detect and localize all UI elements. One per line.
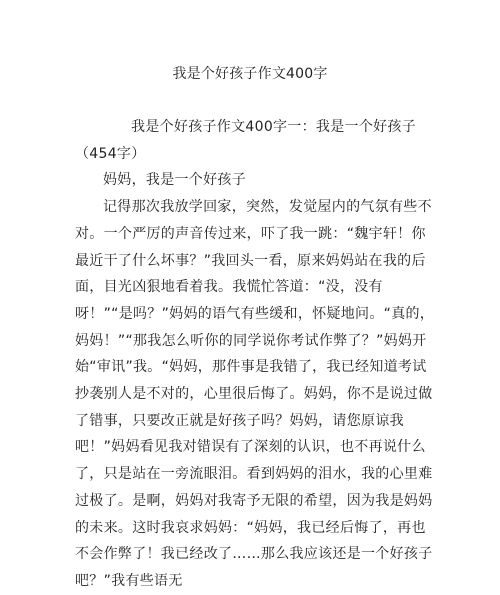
article-subtitle: 我是个好孩子作文400字一：我是一个好孩子（454字） <box>75 119 417 162</box>
paragraph-heading: 妈妈，我是一个好孩子 <box>103 172 246 189</box>
article-body <box>75 114 435 595</box>
paragraph-body: 记得那次我放学回家，突然，发觉屋内的气氛有些不对。一个严厉的声音传过来，吓了我一跳：“魏宇轩！你最近干了什么坏事？”我回头一看，原来妈妈站在我的后面，目光凶狠地看着我。我慌忙答道：“没，没有呀！”“是吗？”妈妈的语气有些缓和，怀疑地问。“真的，妈妈！”“那我怎么听你的同学说你考试作弊了？”妈妈开始“审讯”我。“妈妈，那件事是我错了，我已经知道考试抄袭别人是不对的，心里很后悔了。妈妈，你不是说过做了错事，只要改正就是好孩子吗？妈妈，请您原谅我吧！”妈妈看见我对错误有了深刻的认识，也不再说什么了，只是站在一旁流眼泪。看到妈妈的泪水，我的心里难过极了。是啊，妈妈对我寄予无限的希望，因为我是妈妈的未来。这时我哀求妈妈：“妈妈，我已经后悔了，再也不会作弊了！我已经改了……那么我应该还是一个好孩子吧？”我有些语无 <box>75 199 435 589</box>
document-title: 我是个好孩子作文400字 <box>172 66 328 82</box>
